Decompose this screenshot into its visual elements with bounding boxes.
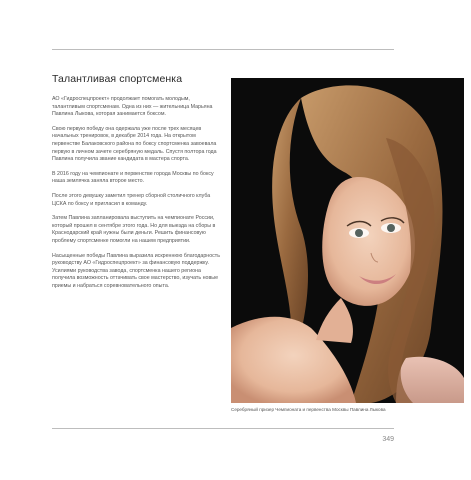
article-paragraph: В 2016 году на чемпионате и первенстве города Москвы по боксу наша землячка заняла второе место. [52, 170, 214, 185]
portrait-photo [231, 78, 464, 403]
article-body [52, 96, 224, 297]
top-divider [52, 49, 394, 50]
photo-caption: Серебряный призер Чемпионата и первенства Москвы Павлина Лыкова [231, 407, 386, 412]
article-paragraph: АО «Гидроспецпроект» продолжает помогать молодым, талантливым спортсменам. Одна из них — жительница Марьяна Павлина Лыкова, которая занимается боксом. [52, 96, 213, 118]
page-number: 349 [382, 436, 394, 443]
bottom-divider [52, 428, 394, 429]
article-paragraph: После этого девушку заметил тренер сборной столичного клуба ЦСКА по боксу и пригласил в команду. [52, 192, 211, 207]
article-title: Талантливая спортсменка [52, 73, 183, 85]
article-paragraph: Насыщенные победы Павлина выразила искреннюю благодарность руководству АО «Гидроспецпроект» за финансовую поддержку. Усилиями руководства завода, спортсменка нашего региона получила возможность оттачивать свое мастерство, изучать новые приемы и набраться соревновательного опыта. [52, 252, 220, 289]
article-paragraph: Затем Павлина запланировала выступить на чемпионате России, который прошел в сентябре этого года. Но для выезда на сборы в Краснодарский край нужны были деньги. Решить финансовую проблему спортсменке помогли на нашем предприятии. [52, 215, 216, 244]
article-paragraph: Свою первую победу она одержала уже после трех месяцев начальных тренировок, в декабре 2014 года. На открытом первенстве Балаковского района по боксу спортсменка завоевала первую в личном зачете серебряную медаль. Спустя полтора года Павлина получила звание кандидата в мастера спорта. [52, 125, 217, 163]
